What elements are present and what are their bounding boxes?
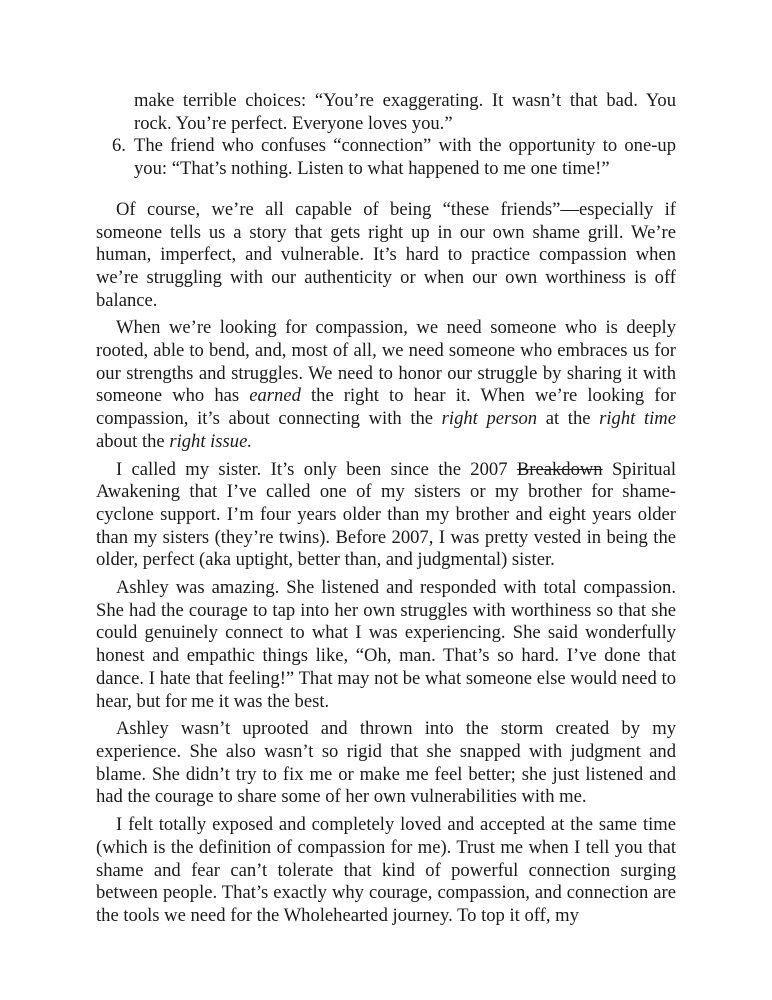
paragraph-3-text-a: I called my sister. It’s only been since the 2007 — [116, 458, 517, 480]
emphasis-right-person: right person — [441, 408, 538, 430]
emphasis-right-issue: right issue. — [169, 430, 252, 452]
paragraph-4-text: Ashley was amazing. She listened and responded with total compassion. She had the courage to tap into her own struggles with worthiness so that she could genuinely connect to what I was experiencing. She said wonderfully honest and empathic things like, “Oh, man. That’s so hard. I’ve done that dance. I hate that feeling!” That may not be what someone else would need to hear, but for me it was the best. — [96, 577, 676, 712]
list-item-number: 6. — [112, 135, 126, 157]
paragraph-2-text-a: When we’re looking for compassion, we need someone who is deeply rooted, able to bend, and, most of all, we need someone who embraces us for our strengths and struggles. We need to honor our struggle by sharing it with someone who has — [96, 317, 676, 407]
list-item-text: The friend who confuses “connection” with the opportunity to one-up you: “That’s nothing. Listen to what happened to me one time!” — [134, 135, 676, 180]
paragraph-3 — [96, 459, 676, 573]
paragraph-2 — [96, 317, 676, 453]
paragraph-2-text-c: at the — [537, 408, 600, 430]
paragraph-3-text-b: Spiritual Awakening that I’ve called one of my sisters or my brother for shame-cyclone support. I’m four years older than my brother and eight years older than my sisters (they’re twins). Before 2007, I was pretty vested in being the older, perfect (aka uptight, better than, and judgmental) sister. — [96, 458, 676, 571]
struck-word-breakdown: Breakdown — [516, 458, 603, 480]
paragraph-1-text: Of course, we’re all capable of being “these friends”—especially if someone tells us a story that gets right up in our own shame grill. We’re human, imperfect, and vulnerable. It’s hard to practice compassion when we’re struggling with our authenticity or when our own worthiness is off balance. — [96, 198, 676, 311]
paragraph-2-text-d: about the — [96, 430, 170, 452]
list-item-continuation-text: make terrible choices: “You’re exaggerating. It wasn’t that bad. You rock. You’re perfect. Everyone loves you.” — [134, 90, 676, 134]
paragraph-2-text-b: the right to hear it. When we’re looking for compassion, it’s about connecting with the — [96, 385, 676, 430]
paragraph-6 — [96, 814, 676, 928]
paragraph-1 — [96, 199, 676, 313]
section-gap — [96, 181, 676, 199]
paragraph-5-text: Ashley wasn’t uprooted and thrown into the storm created by my experience. She also wasn’t so rigid that she snapped with judgment and blame. She didn’t try to fix me or make me feel better; she just listened and had the courage to share some of her own vulnerabilities with me. — [96, 718, 676, 808]
emphasis-earned: earned — [249, 385, 301, 407]
list-item-6 — [112, 135, 676, 180]
emphasis-right-time: right time — [599, 408, 676, 430]
book-page — [96, 90, 676, 933]
list-item-continuation — [134, 90, 676, 135]
paragraph-6-text: I felt totally exposed and completely loved and accepted at the same time (which is the definition of compassion for me). Trust me when I tell you that shame and fear can’t tolerate that kind of powerful connection surging between people. That’s exactly why courage, compassion, and connection are the tools we need for the Wholehearted journey. To top it off, my — [96, 814, 676, 926]
paragraph-4 — [96, 577, 676, 713]
paragraph-5 — [96, 718, 676, 809]
